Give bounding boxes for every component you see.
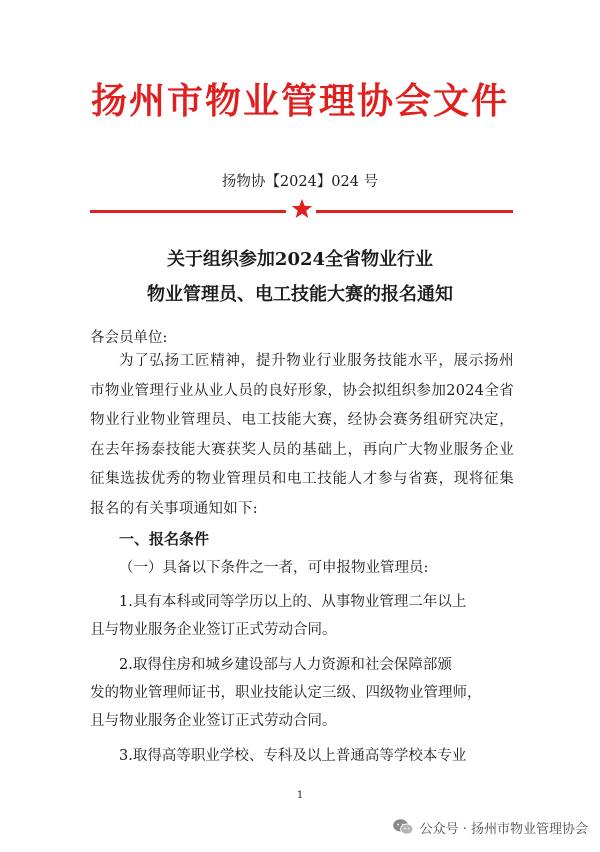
condition-item-1-line2: 且与物业服务企业签订正式劳动合同。 xyxy=(90,622,337,638)
condition-item-3-line1: 3.取得高等职业学校、专科及以上普通高等学校本专业 xyxy=(119,748,467,764)
notice-title-line2: 物业管理员、电工技能大赛的报名通知 xyxy=(147,284,453,305)
watermark-text: 公众号 · 扬州市物业管理协会 xyxy=(419,821,588,837)
document-number: 扬物协【2024】024 号 xyxy=(221,174,379,190)
condition-item-1-line1: 1.具有本科或同等学历以上的、从事物业管理二年以上 xyxy=(119,594,467,610)
section-heading: 一、报名条件 xyxy=(119,530,210,548)
wechat-watermark xyxy=(392,816,588,838)
condition-item-2-line3: 且与物业服务企业签订正式劳动合同。 xyxy=(90,713,337,729)
intro-paragraph: 为了弘扬工匠精神，提升物业行业服务技能水平，展示扬州市物业管理行业从业人员的良好形象，协会拟组织参加2024全省物业行业物业管理员、电工技能大赛，经协会赛务组研究决定，在去年扬泰技能大赛获奖人员的基础上，再向广大物业服务企业征集选拔优秀的物业管理员和电工技能人才参与省赛，现将征集报名的有关事项通知如下: xyxy=(90,353,514,517)
notice-title-line1: 关于组织参加2024全省物业行业 xyxy=(166,249,434,270)
red-star-icon xyxy=(291,198,313,220)
condition-heading: （一）具备以下条件之一者，可申报物业管理员: xyxy=(119,560,429,576)
red-divider-right xyxy=(316,210,513,213)
condition-item-2-line1: 2.取得住房和城乡建设部与人力资源和社会保障部颁 xyxy=(119,657,452,673)
header-title: 扬州市物业管理协会文件 xyxy=(90,81,509,122)
salutation: 各会员单位: xyxy=(90,330,168,346)
condition-item-2-line2: 发的物业管理师证书，职业技能认定三级、四级物业管理师， xyxy=(90,685,482,701)
page-number: 1 xyxy=(296,790,304,801)
wechat-icon xyxy=(392,818,414,836)
red-divider-left xyxy=(90,210,286,213)
